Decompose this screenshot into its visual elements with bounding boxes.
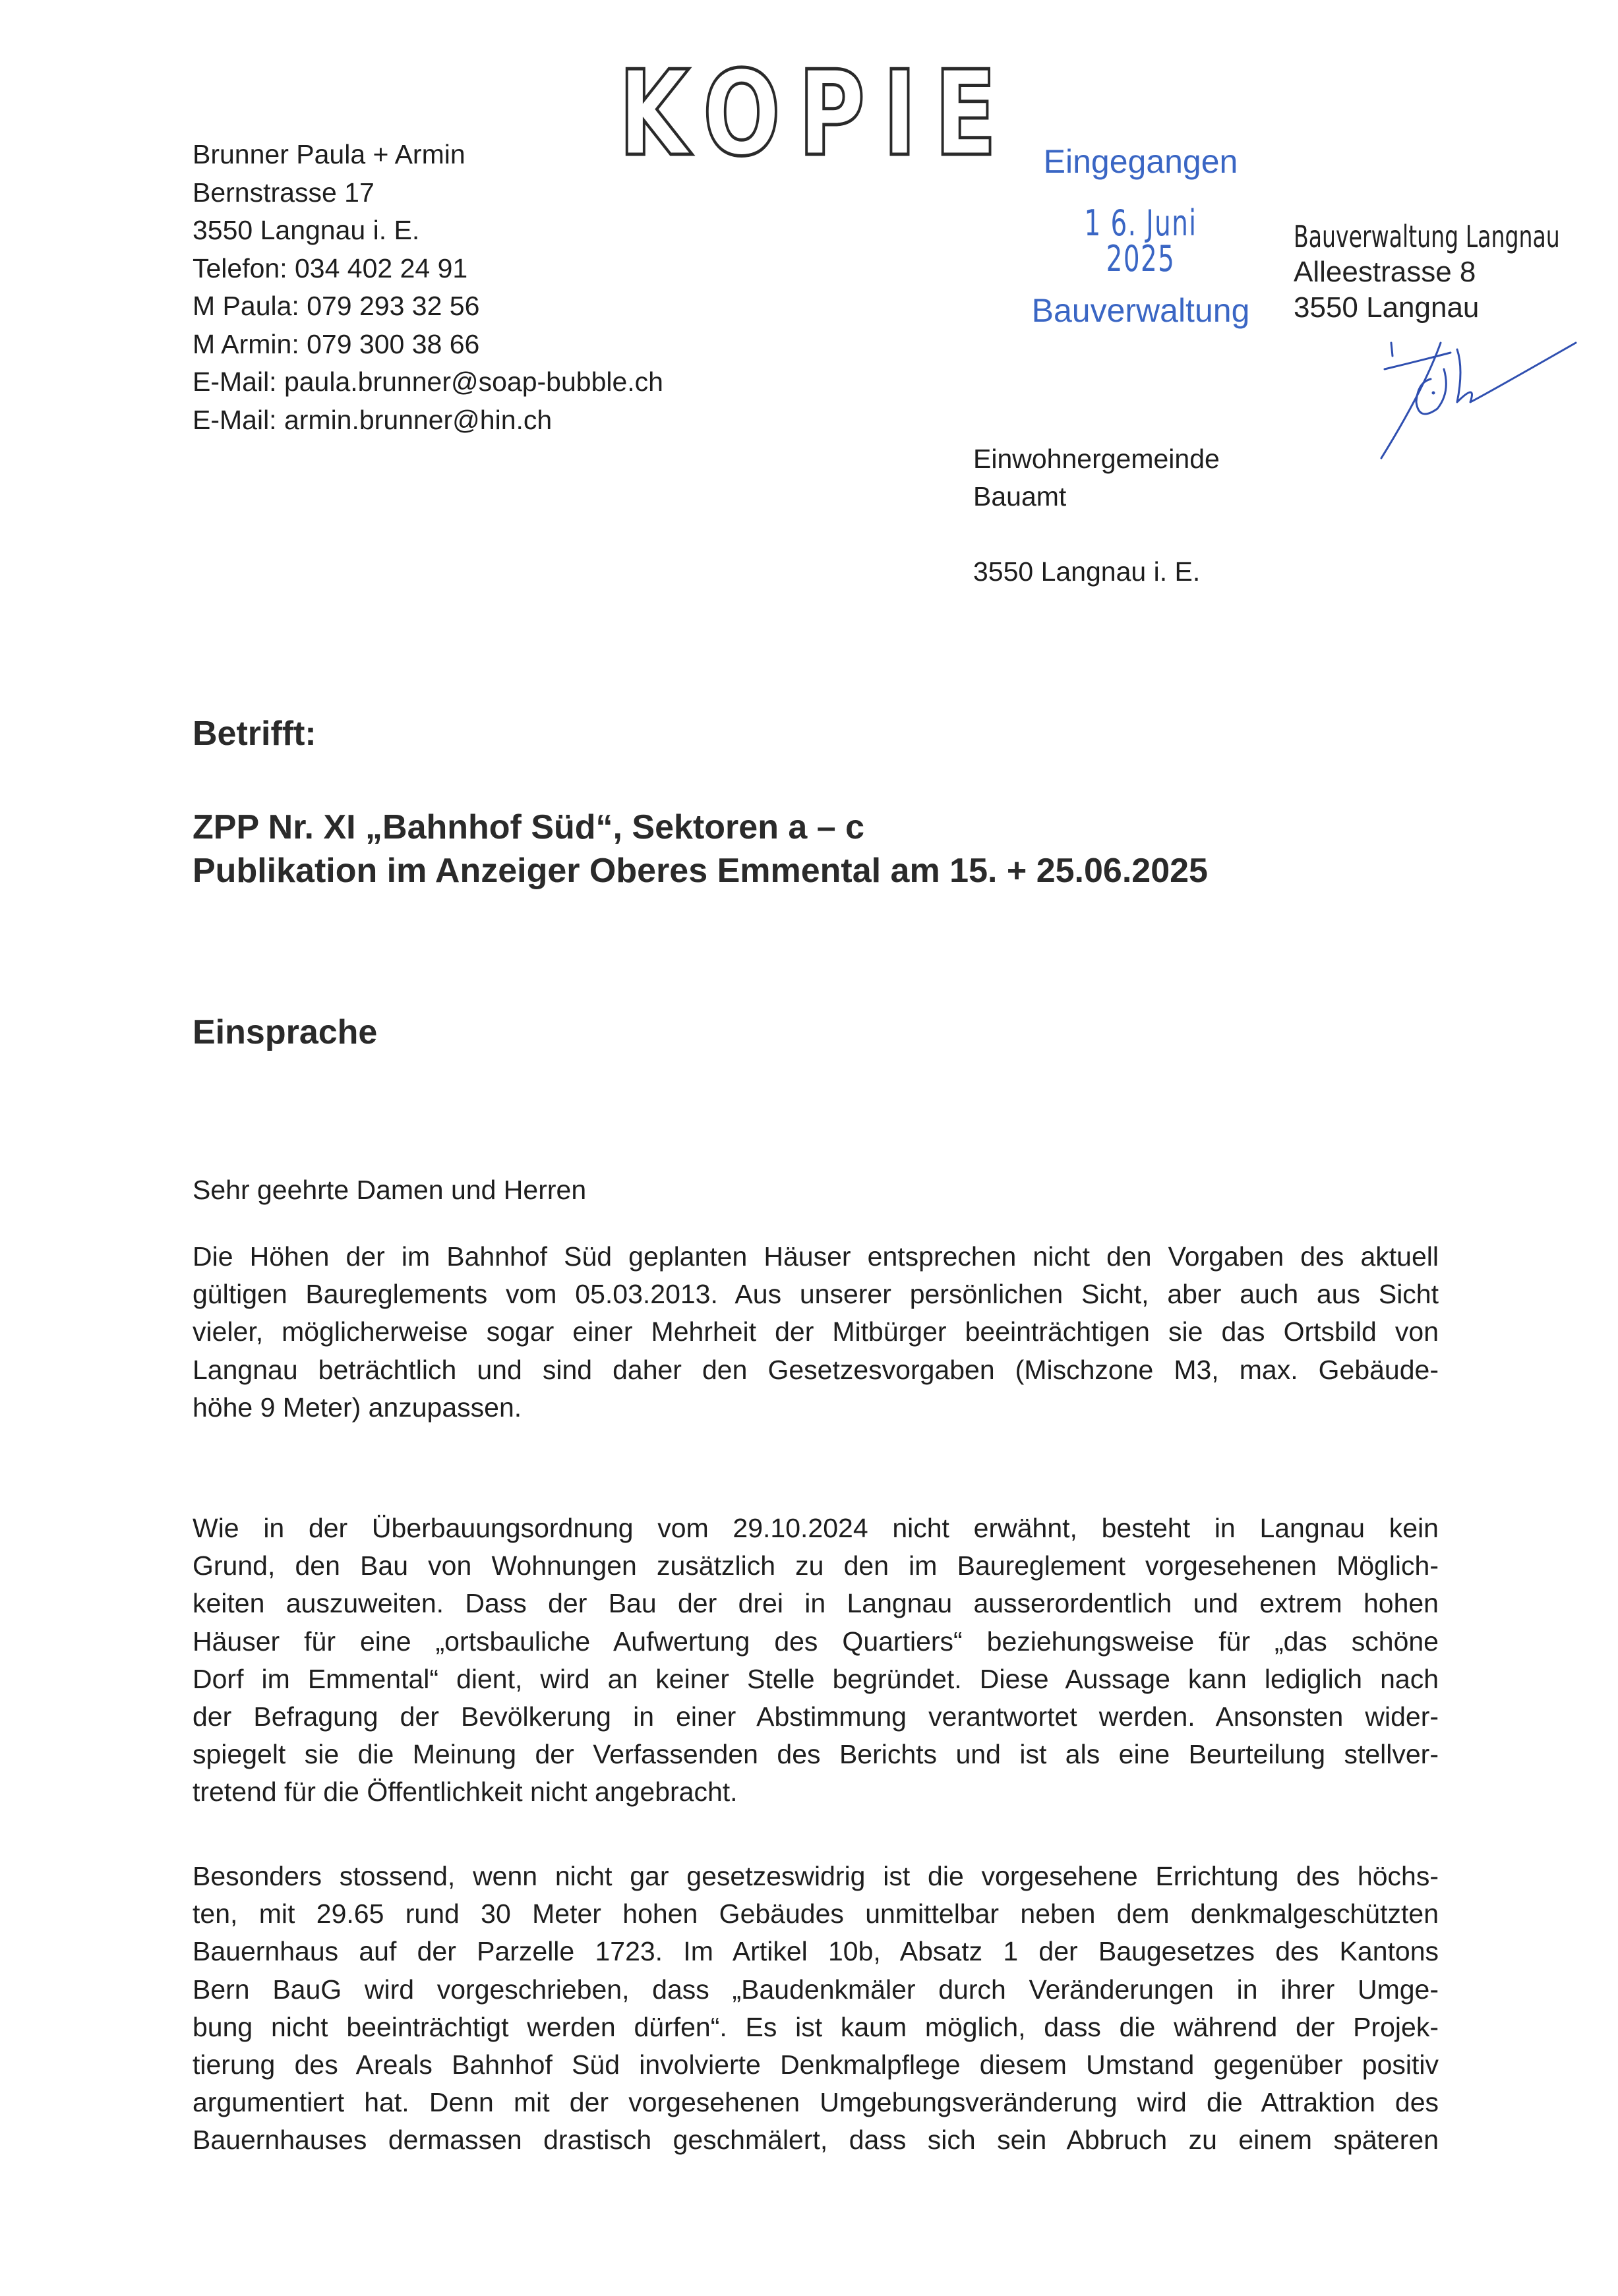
salutation: Sehr geehrte Damen und Herren: [193, 1175, 587, 1205]
subject-lines: [193, 806, 1208, 893]
text-line: tierung des Areals Bahnhof Süd involvierte Denkmalpflege diesem Umstand gegenüber positiv: [193, 2049, 1439, 2080]
text-line: ten, mit 29.65 rund 30 Meter hohen Gebäudes unmittelbar neben dem denkmalgeschützten: [193, 1899, 1439, 1929]
text-line: argumentiert hat. Denn mit der vorgesehenen Umgebungsveränderung wird die Attraktion des: [193, 2087, 1439, 2118]
text-line: spiegelt sie die Meinung der Verfassenden des Berichts und ist als eine Beurteilung stellver-: [193, 1739, 1439, 1770]
received-stamp-department: Bauverwaltung: [1031, 292, 1250, 329]
recipient-address: [973, 440, 1220, 591]
received-stamp: [1015, 145, 1266, 327]
recipient-department: Bauamt: [973, 481, 1067, 512]
sender-phone: Telefon: 034 402 24 91: [193, 252, 468, 283]
received-stamp-label: Eingegangen: [1043, 143, 1238, 180]
text-line: Bauernhaus auf der Parzelle 1723. Im Artikel 10b, Absatz 1 der Baugesetzes des Kantons: [193, 1936, 1439, 1967]
sender-city: 3550 Langnau i. E.: [193, 215, 420, 245]
body-paragraph-2: [193, 1510, 1439, 1811]
text-line: Langnau beträchtlich und sind daher den Gesetzesvorgaben (Mischzone M3, max. Gebäude-: [193, 1354, 1439, 1385]
administration-address: [1294, 219, 1618, 326]
sender-street: Bernstrasse 17: [193, 177, 375, 208]
administration-city: 3550 Langnau: [1294, 291, 1480, 324]
sender-mobile-paula: M Paula: 079 293 32 56: [193, 291, 480, 321]
recipient-city: 3550 Langnau i. E.: [973, 556, 1201, 587]
sender-email-paula: E-Mail: paula.brunner@soap-bubble.ch: [193, 367, 663, 397]
subject-line-1: ZPP Nr. XI „Bahnhof Süd“, Sektoren a – c: [193, 808, 865, 846]
text-line: Besonders stossend, wenn nicht gar gesetzeswidrig ist die vorgesehene Errichtung des höchs-: [193, 1861, 1439, 1891]
received-stamp-date: 1 6. Juni 2025: [1084, 202, 1197, 280]
body-paragraph-3: [193, 1858, 1439, 2160]
copy-stamp: KOPIE: [618, 45, 1015, 182]
sender-mobile-armin: M Armin: 079 300 38 66: [193, 328, 480, 359]
sender-name: Brunner Paula + Armin: [193, 139, 465, 169]
text-line: bung nicht beeinträchtigt werden dürfen“. Es ist kaum möglich, dass die während der Projek-: [193, 2011, 1439, 2042]
text-line: der Befragung der Bevölkerung in einer Abstimmung verantwortet werden. Ansonsten wider-: [193, 1701, 1439, 1732]
text-line: tretend für die Öffentlichkeit nicht angebracht.: [193, 1777, 738, 1808]
text-line: Bauernhauses dermassen drastisch geschmälert, dass sich sein Abbruch zu einem späteren: [193, 2125, 1439, 2156]
subject-label: Betrifft:: [193, 715, 316, 753]
text-line: Die Höhen der im Bahnhof Süd geplanten Häuser entsprechen nicht den Vorgaben des aktuell: [193, 1241, 1439, 1272]
handwritten-initials-icon: [1378, 330, 1589, 461]
text-line: gültigen Baureglements vom 05.03.2013. Aus unserer persönlichen Sicht, aber auch aus Sicht: [193, 1279, 1439, 1310]
sender-address: [193, 136, 663, 439]
recipient-organization: Einwohnergemeinde: [973, 444, 1220, 474]
subject-line-2: Publikation im Anzeiger Oberes Emmental am 15. + 25.06.2025: [193, 852, 1208, 890]
document-heading: Einsprache: [193, 1013, 378, 1051]
text-line: Bern BauG wird vorgeschrieben, dass „Baudenkmäler durch Veränderungen in ihrer Umge-: [193, 1974, 1439, 2005]
administration-name: Bauverwaltung Langnau: [1294, 219, 1560, 254]
text-line: Wie in der Überbauungsordnung vom 29.10.2024 nicht erwähnt, besteht in Langnau kein: [193, 1513, 1439, 1543]
body-paragraph-1: [193, 1238, 1439, 1427]
text-line: höhe 9 Meter) anzupassen.: [193, 1392, 522, 1423]
text-line: vieler, möglicherweise sogar einer Mehrheit der Mitbürger beeinträchtigen sie das Ortsbild von: [193, 1316, 1439, 1347]
text-line: keiten auszuweiten. Dass der Bau der drei in Langnau ausserordentlich und extrem hohen: [193, 1588, 1439, 1619]
administration-street: Alleestrasse 8: [1294, 256, 1476, 288]
sender-email-armin: E-Mail: armin.brunner@hin.ch: [193, 404, 553, 435]
text-line: Häuser für eine „ortsbauliche Aufwertung des Quartiers“ beziehungsweise für „das schöne: [193, 1626, 1439, 1657]
text-line: Grund, den Bau von Wohnungen zusätzlich zu den im Baureglement vorgesehenen Möglich-: [193, 1550, 1439, 1581]
text-line: Dorf im Emmental“ dient, wird an keiner Stelle begründet. Diese Aussage kann lediglich nach: [193, 1663, 1439, 1694]
